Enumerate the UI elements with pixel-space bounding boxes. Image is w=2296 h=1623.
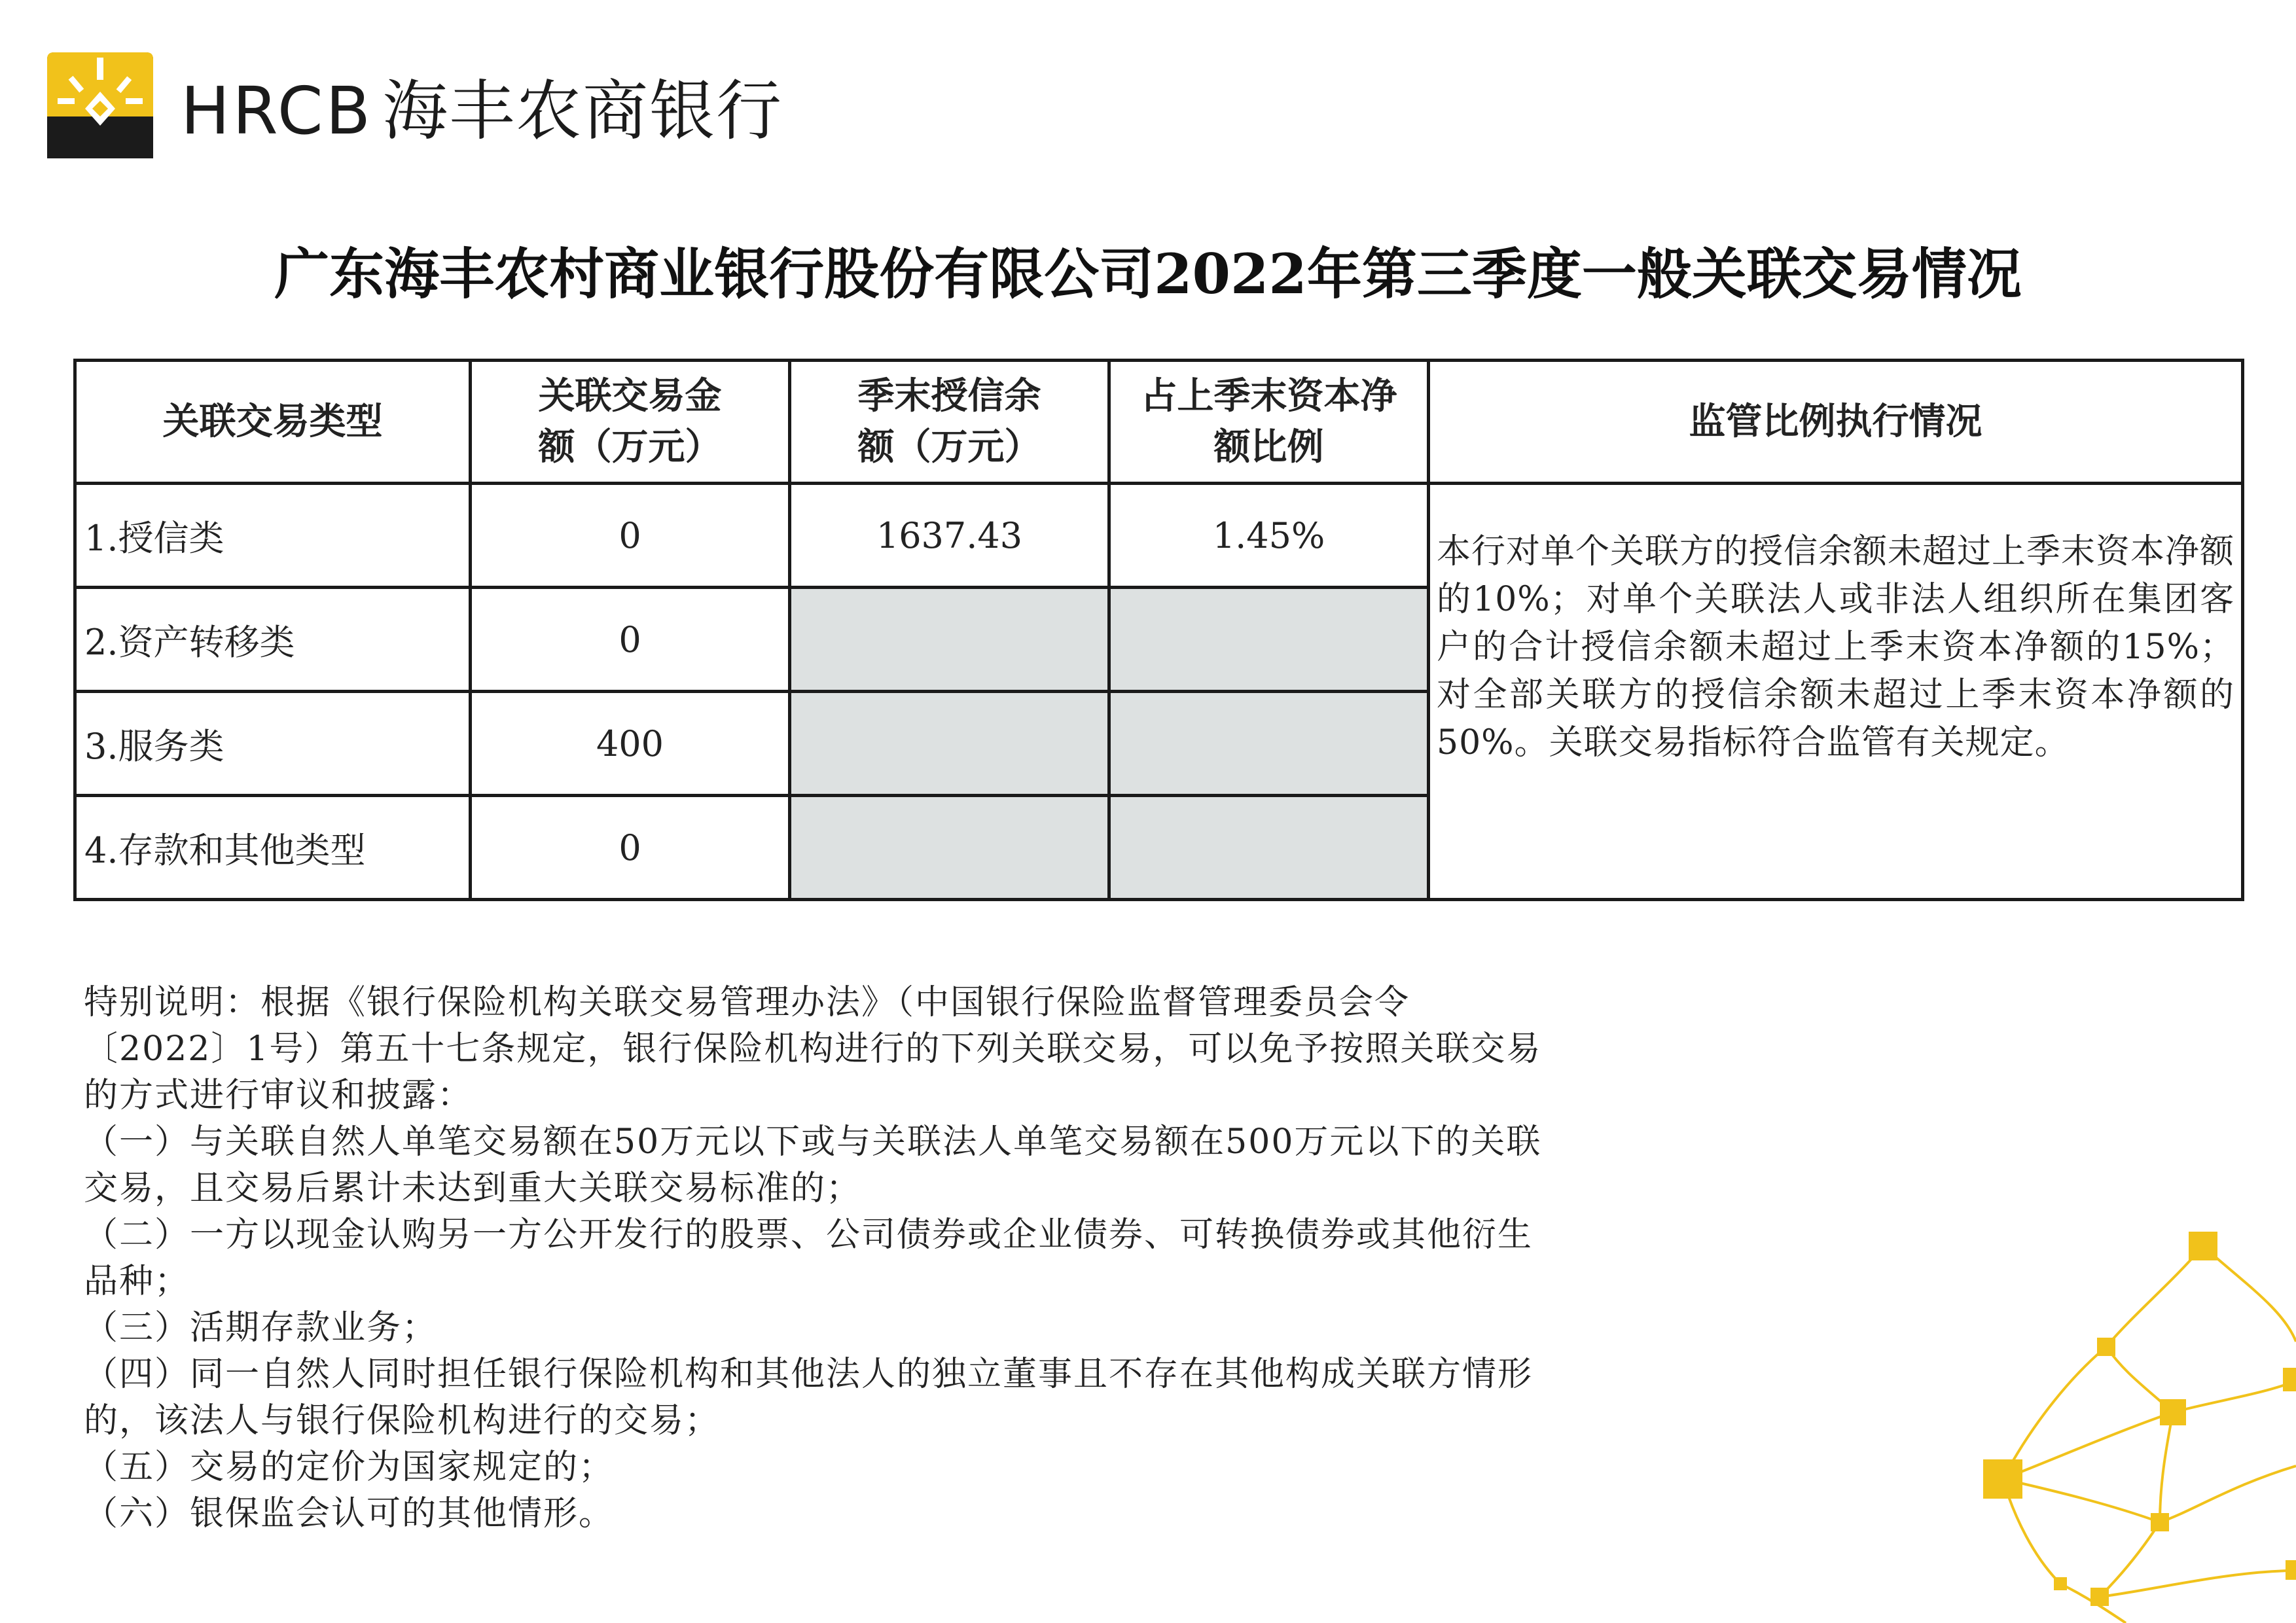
table-header-row	[75, 361, 2243, 484]
header-transaction-type: 关联交易类型	[75, 361, 471, 484]
header-credit-balance: 季末授信余额（万元）	[790, 361, 1109, 484]
header-transaction-amount: 关联交易金额（万元）	[471, 361, 790, 484]
document-title: 广东海丰农村商业银行股份有限公司2022年第三季度一般关联交易情况	[274, 241, 2022, 306]
brand-name	[181, 58, 783, 152]
related-transactions-table	[73, 359, 2244, 901]
cell-type: 1.授信类	[75, 484, 471, 588]
logo-emblem-icon	[47, 52, 153, 158]
note-item: （二）一方以现金认购另一方公开发行的股票、公司债券或企业债券、可转换债券或其他衍生品种；	[84, 1215, 1534, 1301]
cell-type: 3.服务类	[75, 692, 471, 796]
note-item: （五）交易的定价为国家规定的；	[84, 1448, 615, 1487]
cell-ratio: 1.45%	[1109, 484, 1429, 588]
cell-type: 2.资产转移类	[75, 588, 471, 692]
note-item: （六）银保监会认可的其他情形。	[84, 1494, 615, 1533]
supervision-note: 本行对单个关联方的授信余额未超过上季末资本净额的10%；对单个关联法人或非法人组织所在集团客户的合计授信余额未超过上季末资本净额的15%；对全部关联方的授信余额未超过上季末资本净额的50%。关联交易指标符合监管有关规定。	[1429, 484, 2243, 900]
table-row	[75, 484, 2243, 588]
cell-ratio-empty	[1109, 588, 1429, 692]
cell-amount: 0	[471, 588, 790, 692]
cell-ratio-empty	[1109, 796, 1429, 900]
note-item: （一）与关联自然人单笔交易额在50万元以下或与关联法人单笔交易额在500万元以下的关联交易，且交易后累计未达到重大关联交易标准的；	[84, 1122, 1542, 1208]
cell-balance: 1637.43	[790, 484, 1109, 588]
note-item: （三）活期存款业务；	[84, 1308, 438, 1347]
note-item: （四）同一自然人同时担任银行保险机构和其他法人的独立董事且不存在其他构成关联方情形的，该法人与银行保险机构进行的交易；	[84, 1355, 1534, 1440]
bank-logo	[47, 52, 783, 158]
cell-ratio-empty	[1109, 692, 1429, 796]
cell-balance-empty	[790, 796, 1109, 900]
special-notes	[84, 980, 1550, 1537]
cell-amount: 0	[471, 796, 790, 900]
note-intro: 特别说明：根据《银行保险机构关联交易管理办法》（中国银行保险监督管理委员会令〔2022〕1号）第五十七条规定，银行保险机构进行的下列关联交易，可以免予按照关联交易的方式进行审议和披露：	[84, 983, 1542, 1115]
header-capital-ratio: 占上季末资本净额比例	[1109, 361, 1429, 484]
brand-chinese: 海丰农商银行	[382, 73, 783, 149]
header-supervision-status: 监管比例执行情况	[1429, 361, 2243, 484]
brand-latin: HRCB	[181, 73, 374, 149]
network-decoration-icon	[1956, 1204, 2296, 1623]
cell-amount: 400	[471, 692, 790, 796]
cell-amount: 0	[471, 484, 790, 588]
cell-balance-empty	[790, 692, 1109, 796]
cell-type: 4.存款和其他类型	[75, 796, 471, 900]
cell-balance-empty	[790, 588, 1109, 692]
